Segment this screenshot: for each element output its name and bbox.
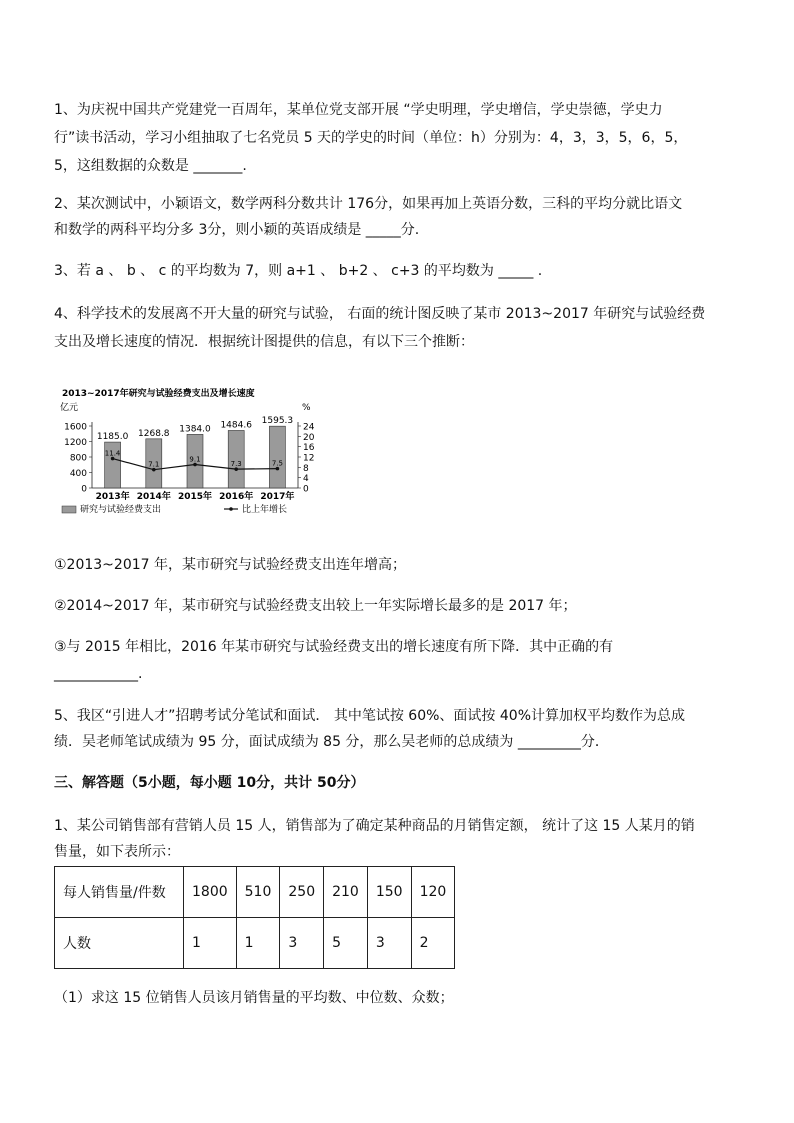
p1-subquestion-1: （1）求这 15 位销售人员该月销售量的平均数、中位数、众数； — [54, 990, 454, 1006]
table-cell: 2 — [411, 918, 455, 969]
right-tick-label: 8 — [303, 463, 309, 474]
growth-value-label: 11.4 — [104, 449, 121, 458]
q4-line-2: 支出及增长速度的情况．根据统计图提供的信息，有以下三个推断： — [54, 334, 474, 350]
bar-value-label: 1268.8 — [138, 428, 170, 439]
x-tick-label: 2017年 — [260, 492, 295, 502]
q4-statement-3: ③与 2015 年相比，2016 年某市研究与试验经费支出的增长速度有所下降．其中正确的有 — [54, 639, 614, 655]
x-tick-label: 2013年 — [95, 492, 130, 502]
legend-bar-swatch — [62, 506, 76, 513]
x-tick-label: 2015年 — [177, 492, 213, 502]
table-cell: 1800 — [184, 867, 237, 918]
left-tick-label: 800 — [69, 453, 87, 464]
rd-expenditure-chart — [54, 382, 324, 522]
table-cell: 1 — [184, 918, 237, 969]
growth-value-label: 7.1 — [148, 460, 160, 469]
left-axis-unit: 亿元 — [60, 403, 79, 413]
q5-line-2: 绩．吴老师笔试成绩为 95 分，面试成绩为 85 分，那么吴老师的总成绩为 _________分． — [54, 734, 609, 750]
table-cell: 210 — [324, 867, 368, 918]
right-tick-label: 0 — [303, 484, 309, 495]
growth-value-label: 7.3 — [230, 460, 242, 469]
q4-statement-2: ②2014~2017 年，某市研究与试验经费支出较上一年实际增长最多的是 2017 年； — [54, 598, 577, 614]
q4-line-1: 4、科学技术的发展离不开大量的研究与试验， 右面的统计图反映了某市 2013~2017 年研究与试验经费 — [54, 306, 706, 322]
table-cell: 510 — [236, 867, 280, 918]
q1-line-1: 1、为庆祝中国共产党建党一百周年，某单位党支部开展 “学史明理，学史增信，学史崇德，学史力 — [54, 102, 663, 118]
right-tick-label: 20 — [303, 432, 315, 443]
q3-line-1: 3、若 a 、 b 、 c 的平均数为 7，则 a+1 、 b+2 、 c+3 的平均数为 _____ . — [54, 263, 543, 279]
table-cell: 120 — [411, 867, 455, 918]
table-header-cell: 每人销售量/件数 — [55, 867, 184, 918]
left-tick-label: 0 — [81, 484, 87, 495]
q1-line-3: 5，这组数据的众数是 _______. — [54, 158, 247, 174]
table-row — [55, 867, 455, 918]
q2-line-2: 和数学的两科平均分多 3分，则小颖的英语成绩是 _____分. — [54, 222, 420, 238]
q2-line-1: 2、某次测试中，小颖语文，数学两科分数共计 176分，如果再加上英语分数，三科的平均分就比语文 — [54, 196, 683, 212]
growth-value-label: 9.1 — [189, 455, 201, 464]
bar — [269, 426, 285, 488]
table-cell: 250 — [280, 867, 324, 918]
chart-title: 2013~2017年研究与试验经费支出及增长速度 — [62, 389, 255, 399]
table-cell: 3 — [367, 918, 411, 969]
p1-line-2: 售量，如下表所示： — [54, 844, 180, 860]
legend-line-marker — [229, 507, 233, 511]
right-tick-label: 12 — [303, 453, 315, 464]
right-tick-label: 4 — [303, 474, 309, 485]
table-cell: 5 — [324, 918, 368, 969]
table-cell: 150 — [367, 867, 411, 918]
q4-statement-1: ①2013~2017 年，某市研究与试验经费支出连年增高； — [54, 557, 406, 573]
right-axis-unit: % — [302, 403, 311, 413]
left-tick-label: 1200 — [64, 438, 87, 448]
x-tick-label: 2016年 — [219, 492, 254, 502]
growth-value-label: 7.5 — [271, 459, 283, 468]
q4-answer-blank: ____________. — [54, 666, 143, 682]
p1-line-1: 1、某公司销售部有营销人员 15 人，销售部为了确定某种商品的月销售定额， 统计了这 15 人某月的销 — [54, 818, 695, 834]
table-header-cell: 人数 — [55, 918, 184, 969]
sales-table — [54, 866, 455, 969]
right-tick-label: 24 — [303, 422, 315, 433]
bar-value-label: 1185.0 — [96, 432, 129, 443]
table-row — [55, 918, 455, 969]
bar-value-label: 1595.3 — [261, 416, 294, 427]
legend-line-label: 比上年增长 — [242, 505, 288, 515]
bar-value-label: 1484.6 — [220, 420, 252, 431]
bar-value-label: 1384.0 — [179, 424, 211, 435]
q1-line-2: 行”读书活动，学习小组抽取了七名党员 5 天的学史的时间（单位：h）分别为：4，3，3，5，6，5， — [54, 130, 688, 146]
q5-line-1: 5、我区“引进人才”招聘考试分笔试和面试． 其中笔试按 60%、面试按 40%计算加权平均数作为总成 — [54, 708, 685, 724]
table-cell: 1 — [236, 918, 280, 969]
section-3-heading: 三、解答题（5小题，每小题 10分，共计 50分） — [54, 775, 365, 791]
left-tick-label: 400 — [69, 469, 87, 479]
left-tick-label: 1600 — [64, 422, 87, 433]
x-tick-label: 2014年 — [136, 492, 171, 502]
legend-bar-label: 研究与试验经费支出 — [80, 505, 162, 515]
table-cell: 3 — [280, 918, 324, 969]
right-tick-label: 16 — [303, 443, 315, 454]
